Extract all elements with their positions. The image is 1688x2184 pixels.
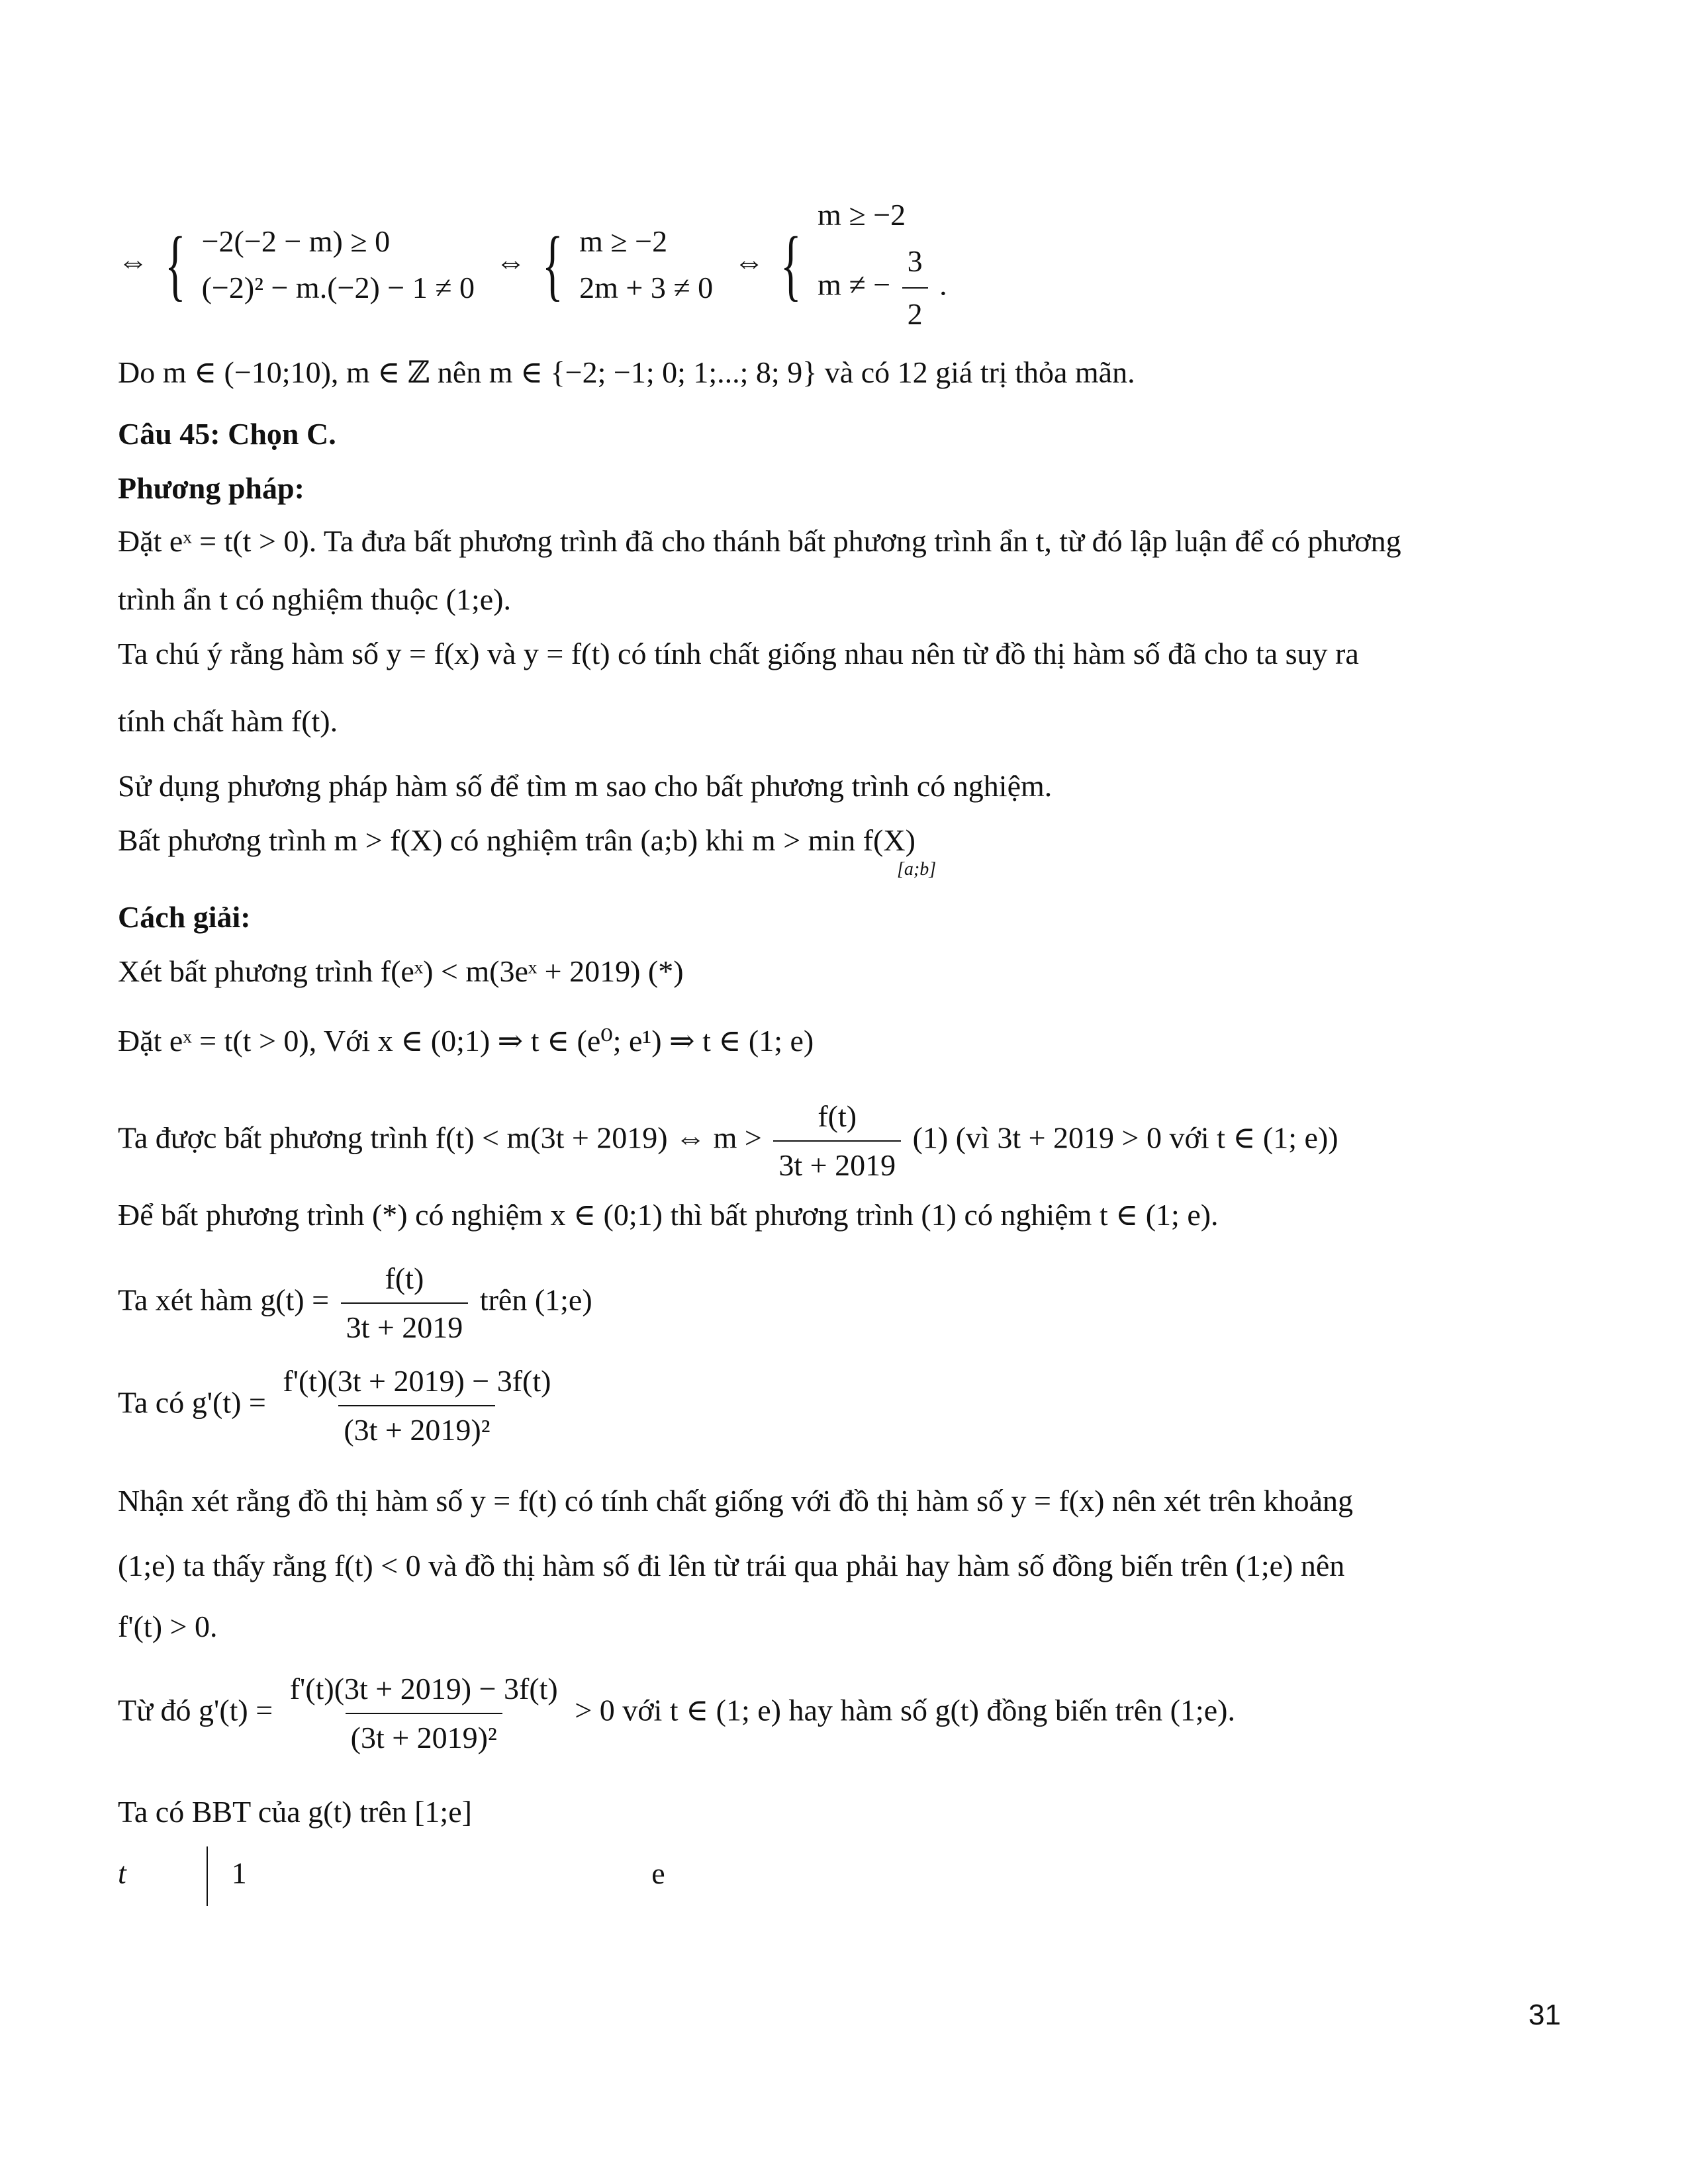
system-3-row-2: [818, 238, 947, 338]
solution-heading: Cách giải:: [118, 900, 251, 934]
equiv-arrow-3: ⇔: [733, 244, 765, 279]
system-2-row-2: 2m + 3 ≠ 0: [579, 271, 714, 304]
fraction-denominator: (3t + 2019)²: [346, 1713, 502, 1759]
text-line-10-a: Ta được bất phương trình f(t) < m(3t + 2019) ⇔ m >: [118, 1120, 762, 1155]
text-line-18: Ta có BBT của g(t) trên [1;e]: [118, 1795, 472, 1829]
fraction-g-prime-positive: [285, 1668, 563, 1759]
system-3-row-2-text: m ≠ −: [818, 267, 891, 302]
text-line-3: trình ẩn t có nghiệm thuộc (1;e).: [118, 582, 512, 616]
text-line-15: (1;e) ta thấy rằng f(t) < 0 và đồ thị hàm số đi lên từ trái qua phải hay hàm số đồng biến trên (1;e) nên: [118, 1549, 1345, 1582]
text-line-7: [118, 822, 915, 859]
min-subscript: [a;b]: [897, 859, 937, 880]
equiv-arrow-2: ⇔: [495, 244, 526, 279]
text-line-17-a: Từ đó g'(t) =: [118, 1693, 273, 1727]
fraction-g-definition: [341, 1257, 469, 1349]
table-variable-t: t: [118, 1856, 126, 1890]
system-2: [579, 218, 713, 311]
fraction-denominator: (3t + 2019)²: [338, 1405, 495, 1451]
text-line-11: Để bất phương trình (*) có nghiệm x ∈ (0;1) thì bất phương trình (1) có nghiệm t ∈ (1; e).: [118, 1198, 1219, 1232]
text-line-8: Xét bất phương trình f(eˣ) < m(3eˣ + 2019) (*): [118, 954, 684, 988]
text-line-9: Đặt eˣ = t(t > 0), Với x ∈ (0;1) ⇒ t ∈ (e⁰; e¹) ⇒ t ∈ (1; e): [118, 1024, 814, 1058]
text-line-6: Sử dụng phương pháp hàm số để tìm m sao cho bất phương trình có nghiệm.: [118, 769, 1053, 803]
fraction-denominator: 3t + 2019: [773, 1140, 901, 1187]
text-line-10-b: (1) (vì 3t + 2019 > 0 với t ∈ (1; e)): [912, 1120, 1338, 1155]
table-value-1: 1: [231, 1856, 247, 1890]
system-2-row-1: m ≥ −2: [579, 224, 668, 258]
system-3: [818, 192, 947, 338]
fraction-numerator: f(t): [385, 1261, 424, 1295]
system-1-row-1: −2(−2 − m) ≥ 0: [201, 224, 391, 258]
fraction-denominator: 2: [902, 287, 928, 338]
text-line-5: tính chất hàm f(t).: [118, 704, 338, 738]
question-45-heading: Câu 45: Chọn C.: [118, 417, 336, 451]
period: .: [939, 267, 947, 302]
method-heading: Phương pháp:: [118, 471, 305, 505]
fraction-numerator: 3: [907, 244, 923, 278]
brace-1: {: [164, 220, 186, 308]
fraction-numerator: f(t): [818, 1099, 857, 1133]
text-line-12-a: Ta xét hàm g(t) =: [118, 1283, 330, 1317]
fraction-numerator: f'(t)(3t + 2019) − 3f(t): [283, 1364, 551, 1398]
fraction-numerator: f'(t)(3t + 2019) − 3f(t): [289, 1672, 558, 1706]
text-line-12-b: trên (1;e): [479, 1283, 592, 1317]
fraction-g-prime: [277, 1360, 556, 1451]
text-line-1: Do m ∈ (−10;10), m ∈ ℤ nên m ∈ {−2; −1; 0; 1;...; 8; 9} và có 12 giá trị thỏa mãn.: [118, 355, 1135, 389]
text-line-16: f'(t) > 0.: [118, 1610, 218, 1643]
system-1: [202, 218, 475, 311]
fraction-denominator: 3t + 2019: [341, 1302, 469, 1349]
brace-2: {: [541, 220, 563, 308]
equivalence-system: [118, 192, 947, 338]
table-value-e: e: [651, 1856, 665, 1890]
fraction-ft-over-3t: [773, 1095, 901, 1187]
text-line-14: Nhận xét rằng đồ thị hàm số y = f(t) có tính chất giống với đồ thị hàm số y = f(x) nên xét trên khoảng: [118, 1484, 1353, 1518]
variation-table-row: [118, 1846, 665, 1906]
system-1-row-2: (−2)² − m.(−2) − 1 ≠ 0: [201, 271, 475, 304]
text-line-13-a: Ta có g'(t) =: [118, 1385, 266, 1420]
text-line-2: Đặt eˣ = t(t > 0). Ta đưa bất phương trình đã cho thánh bất phương trình ẩn t, từ đó lập luận để có phương: [118, 524, 1401, 558]
text-line-7-main: Bất phương trình m > f(X) có nghiệm trân (a;b) khi m > min f(X): [118, 823, 915, 857]
text-line-17-b: > 0 với t ∈ (1; e) hay hàm số g(t) đồng biến trên (1;e).: [575, 1693, 1235, 1727]
text-line-4: Ta chú ý rằng hàm số y = f(x) và y = f(t) có tính chất giống nhau nên từ đồ thị hàm số đã cho ta suy ra: [118, 637, 1359, 670]
equiv-arrow-1: ⇔: [118, 244, 148, 279]
table-divider: [207, 1846, 208, 1906]
fraction-three-halves: [902, 238, 928, 338]
page-number: 31: [1528, 1999, 1561, 2031]
text-line-10: [118, 1095, 1338, 1187]
text-line-13: [118, 1360, 560, 1451]
text-line-12: [118, 1257, 592, 1349]
system-3-row-1: m ≥ −2: [818, 198, 906, 232]
text-line-17: [118, 1668, 1235, 1759]
brace-3: {: [780, 220, 802, 308]
